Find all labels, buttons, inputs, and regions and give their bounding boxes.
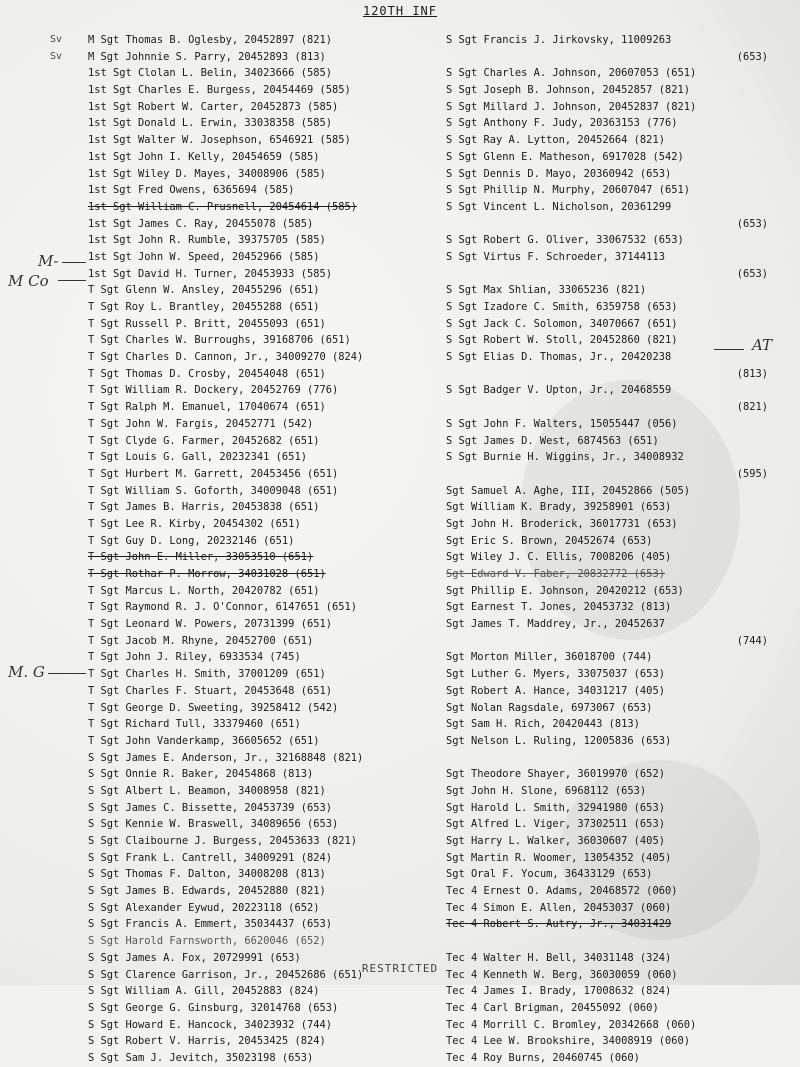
roster-entry: Tec 4 Lee W. Brookshire, 34008919 (060) xyxy=(446,1035,690,1048)
roster-entry: Tec 4 Morrill C. Bromley, 20342668 (060) xyxy=(446,1018,697,1031)
roster-entry: S Sgt James C. Bissette, 20453739 (653) xyxy=(88,801,332,814)
handwritten-note: M. G xyxy=(8,663,45,681)
roster-entry: S Sgt John F. Walters, 15055447 (056) xyxy=(446,417,678,430)
roster-entry: T Sgt Russell P. Britt, 20455093 (651) xyxy=(88,317,326,330)
roster-entry: S Sgt Max Shlian, 33065236 (821) xyxy=(446,284,647,297)
roster-entry: S Sgt Howard E. Hancock, 34023932 (744) xyxy=(88,1018,332,1031)
roster-entry: T Sgt John W. Fargis, 20452771 (542) xyxy=(88,417,314,430)
roster-entry: S Sgt Francis A. Emmert, 35034437 (653) xyxy=(88,918,332,931)
roster-entry: S Sgt Glenn E. Matheson, 6917028 (542) xyxy=(446,150,684,163)
handwritten-note: M- xyxy=(38,252,59,270)
roster-entry: S Sgt Clarence Garrison, Jr., 20452686 (651) xyxy=(88,968,364,981)
roster-entry: Sgt Theodore Shayer, 36019970 (652) xyxy=(446,768,665,781)
roster-entry: Sgt Harold L. Smith, 32941980 (653) xyxy=(446,801,665,814)
roster-entry: S Sgt Robert G. Oliver, 33067532 (653) xyxy=(446,234,684,247)
roster-entry: T Sgt Lee R. Kirby, 20454302 (651) xyxy=(88,517,301,530)
roster-entry: T Sgt Charles W. Burroughs, 39168706 (651) xyxy=(88,334,351,347)
roster-entry: Tec 4 Simon E. Allen, 20453037 (060) xyxy=(446,901,672,914)
roster-entry: 1st Sgt Fred Owens, 6365694 (585) xyxy=(88,184,295,197)
roster-entry: 1st Sgt William C. Prusnell, 20454614 (585) xyxy=(88,200,357,213)
roster-entry: S Sgt Frank L. Cantrell, 34009291 (824) xyxy=(88,851,332,864)
margin-mark: Sv xyxy=(50,51,63,62)
roster-entry: S Sgt Ray A. Lytton, 20452664 (821) xyxy=(446,134,665,147)
note-pointer-line xyxy=(714,349,744,350)
roster-entry: T Sgt Jacob M. Rhyne, 20452700 (651) xyxy=(88,634,314,647)
roster-entry: Sgt Luther G. Myers, 33075037 (653) xyxy=(446,668,665,681)
roster-entry: Sgt Morton Miller, 36018700 (744) xyxy=(446,651,653,664)
roster-entry: T Sgt Marcus L. North, 20420782 (651) xyxy=(88,584,320,597)
roster-entry: T Sgt John Vanderkamp, 36605652 (651) xyxy=(88,734,320,747)
roster-entry: S Sgt Kennie W. Braswell, 34089656 (653) xyxy=(88,818,339,831)
roster-entry: Sgt Samuel A. Aghe, III, 20452866 (505) xyxy=(446,484,690,497)
roster-entry: T Sgt Rothar P. Morrow, 34031028 (651) xyxy=(88,568,326,580)
roster-entry: S Sgt Elias D. Thomas, Jr., 20420238 xyxy=(446,351,672,364)
roster-entry: S Sgt James E. Anderson, Jr., 32168848 (821) xyxy=(88,751,364,764)
roster-entry: S Sgt Claibourne J. Burgess, 20453633 (821) xyxy=(88,835,357,847)
handwritten-note: AT xyxy=(752,336,773,354)
roster-entry: S Sgt Harold Farnsworth, 6620046 (652) xyxy=(88,935,326,948)
roster-entry: Sgt Phillip E. Johnson, 20420212 (653) xyxy=(446,584,684,597)
roster-entry: T Sgt Leonard W. Powers, 20731399 (651) xyxy=(88,618,332,631)
roster-entry: S Sgt George G. Ginsburg, 32014768 (653) xyxy=(88,1001,339,1014)
roster-column-right xyxy=(446,32,776,1067)
roster-entry: S Sgt Robert V. Harris, 20453425 (824) xyxy=(88,1035,326,1048)
roster-entry: Sgt Harry L. Walker, 36030607 (405) xyxy=(446,835,665,847)
note-pointer-line xyxy=(48,673,86,674)
roster-entry-continuation: (744) xyxy=(736,634,768,647)
roster-entry: S Sgt James D. West, 6874563 (651) xyxy=(446,434,659,447)
roster-entry: T Sgt Roy L. Brantley, 20455288 (651) xyxy=(88,301,320,313)
roster-entry: S Sgt Millard J. Johnson, 20452837 (821) xyxy=(446,100,697,113)
roster-entry: M Sgt Thomas B. Oglesby, 20452897 (821) xyxy=(88,34,332,46)
roster-entry: T Sgt Charles H. Smith, 37001209 (651) xyxy=(88,668,326,681)
roster-entry: Tec 4 Walter H. Bell, 34031148 (324) xyxy=(446,951,672,964)
roster-entry: Sgt Eric S. Brown, 20452674 (653) xyxy=(446,534,653,547)
roster-entry-continuation: (653) xyxy=(736,50,768,63)
roster-entry: M Sgt Johnnie S. Parry, 20452893 (813) xyxy=(88,50,326,63)
roster-entry: Tec 4 James I. Brady, 17008632 (824) xyxy=(446,985,672,998)
roster-entry: Sgt James T. Maddrey, Jr., 20452637 xyxy=(446,618,665,631)
roster-entry: 1st Sgt Donald L. Erwin, 33038358 (585) xyxy=(88,117,332,130)
roster-entry: S Sgt James B. Edwards, 20452880 (821) xyxy=(88,885,326,898)
roster-entry: 1st Sgt David H. Turner, 20453933 (585) xyxy=(88,267,332,280)
roster-entry-continuation: (813) xyxy=(736,367,768,380)
roster-entry: 1st Sgt Wiley D. Mayes, 34008906 (585) xyxy=(88,167,326,180)
note-pointer-line xyxy=(62,262,86,263)
roster-entry: 1st Sgt Walter W. Josephson, 6546921 (585) xyxy=(88,134,351,147)
roster-entry: Sgt John H. Slone, 6968112 (653) xyxy=(446,784,647,797)
roster-entry: T Sgt Ralph M. Emanuel, 17040674 (651) xyxy=(88,401,326,414)
roster-entry: Tec 4 Roy Burns, 20460745 (060) xyxy=(446,1051,640,1064)
roster-entry: Sgt Wiley J. C. Ellis, 7008206 (405) xyxy=(446,551,672,564)
roster-entry: T Sgt James B. Harris, 20453838 (651) xyxy=(88,501,320,514)
roster-entry: 1st Sgt Robert W. Carter, 20452873 (585) xyxy=(88,100,339,113)
roster-entry: Sgt Oral F. Yocum, 36433129 (653) xyxy=(446,868,653,881)
roster-entry: Sgt Edward V. Faber, 20832772 (653) xyxy=(446,568,665,580)
roster-entry: S Sgt Vincent L. Nicholson, 20361299 xyxy=(446,200,672,213)
roster-entry: Tec 4 Ernest O. Adams, 20468572 (060) xyxy=(446,885,678,898)
roster-entry: T Sgt Charles D. Cannon, Jr., 34009270 (824) xyxy=(88,351,364,364)
roster-entry: T Sgt William S. Goforth, 34009048 (651) xyxy=(88,484,339,497)
roster-column-left xyxy=(88,32,438,1067)
roster-entry: T Sgt Thomas D. Crosby, 20454048 (651) xyxy=(88,367,326,380)
roster-entry: 1st Sgt James C. Ray, 20455078 (585) xyxy=(88,217,314,230)
roster-entry: T Sgt Richard Tull, 33379460 (651) xyxy=(88,718,301,731)
roster-entry: S Sgt Robert W. Stoll, 20452860 (821) xyxy=(446,334,678,347)
roster-entry-continuation: (653) xyxy=(736,267,768,280)
roster-entry: S Sgt Jack C. Solomon, 34070667 (651) xyxy=(446,317,678,330)
roster-entry xyxy=(446,750,776,767)
roster-entry: S Sgt Virtus F. Schroeder, 37144113 xyxy=(446,250,665,263)
roster-entry: S Sgt Charles A. Johnson, 20607053 (651) xyxy=(446,67,697,80)
roster-entry: T Sgt Glenn W. Ansley, 20455296 (651) xyxy=(88,284,320,297)
roster-entry: T Sgt Louis G. Gall, 20232341 (651) xyxy=(88,451,307,464)
roster-entry-continuation: (821) xyxy=(736,401,768,414)
roster-entry: S Sgt Albert L. Beamon, 34008958 (821) xyxy=(88,784,326,797)
roster-entry: S Sgt Phillip N. Murphy, 20607047 (651) xyxy=(446,184,690,197)
roster-entry: Sgt John H. Broderick, 36017731 (653) xyxy=(446,517,678,530)
roster-entry: S Sgt Alexander Eywud, 20223118 (652) xyxy=(88,901,320,914)
roster-entry: Tec 4 Robert S. Autry, Jr., 34031429 xyxy=(446,918,672,931)
roster-entry: T Sgt Clyde G. Farmer, 20452682 (651) xyxy=(88,434,320,447)
roster-entry: 1st Sgt Charles E. Burgess, 20454469 (585) xyxy=(88,84,351,97)
roster-entry: T Sgt Hurbert M. Garrett, 20453456 (651) xyxy=(88,467,339,480)
roster-entry: S Sgt Anthony F. Judy, 20363153 (776) xyxy=(446,117,678,130)
roster-entry: 1st Sgt John I. Kelly, 20454659 (585) xyxy=(88,150,320,163)
handwritten-note: M Co xyxy=(8,272,49,290)
roster-entry: Tec 4 Carl Brigman, 20455092 (060) xyxy=(446,1001,659,1014)
roster-entry: S Sgt Dennis D. Mayo, 20360942 (653) xyxy=(446,167,672,180)
roster-entry: Sgt Nelson L. Ruling, 12005836 (653) xyxy=(446,734,672,747)
roster-entry: S Sgt Thomas F. Dalton, 34008208 (813) xyxy=(88,868,326,881)
roster-entry: T Sgt John E. Miller, 33053510 (651) xyxy=(88,551,314,564)
roster-entry: Sgt William K. Brady, 39258901 (653) xyxy=(446,501,672,514)
roster-entry: T Sgt Raymond R. J. O'Connor, 6147651 (651) xyxy=(88,601,357,614)
roster-entry xyxy=(446,933,776,950)
roster-entry: Sgt Nolan Ragsdale, 6973067 (653) xyxy=(446,701,653,714)
roster-entry: Sgt Martin R. Woomer, 13054352 (405) xyxy=(446,851,672,864)
roster-entry: S Sgt Burnie H. Wiggins, Jr., 34008932 xyxy=(446,451,684,464)
roster-entry: T Sgt William R. Dockery, 20452769 (776) xyxy=(88,384,339,397)
roster-entry: S Sgt Francis J. Jirkovsky, 11009263 xyxy=(446,34,672,46)
roster-entry: S Sgt Badger V. Upton, Jr., 20468559 xyxy=(446,384,672,397)
roster-entry: 1st Sgt John R. Rumble, 39375705 (585) xyxy=(88,234,326,247)
page-title: 120TH INF xyxy=(362,4,438,18)
roster-entry: T Sgt John J. Riley, 6933534 (745) xyxy=(88,651,301,664)
roster-entry-continuation: (653) xyxy=(736,217,768,230)
roster-entry: S Sgt William A. Gill, 20452883 (824) xyxy=(88,985,320,998)
roster-entry: 1st Sgt Clolan L. Belin, 34023666 (585) xyxy=(88,67,332,80)
roster-entry: S Sgt Sam J. Jevitch, 35023198 (653) xyxy=(88,1051,314,1064)
roster-entry: S Sgt Onnie R. Baker, 20454868 (813) xyxy=(88,768,314,781)
roster-entry: 1st Sgt John W. Speed, 20452966 (585) xyxy=(88,250,320,263)
roster-entry: Tec 4 Kenneth W. Berg, 36030059 (060) xyxy=(446,968,678,981)
roster-entry: T Sgt Guy D. Long, 20232146 (651) xyxy=(88,534,295,547)
roster-entry: S Sgt James A. Fox, 20729991 (653) xyxy=(88,951,301,964)
roster-entry: Sgt Sam H. Rich, 20420443 (813) xyxy=(446,718,640,731)
roster-entry: S Sgt Izadore C. Smith, 6359758 (653) xyxy=(446,301,678,313)
page-footer: RESTRICTED xyxy=(361,962,439,975)
roster-entry: Sgt Robert A. Hance, 34031217 (405) xyxy=(446,684,665,697)
roster-entry: T Sgt George D. Sweeting, 39258412 (542) xyxy=(88,701,339,714)
roster-entry: T Sgt Charles F. Stuart, 20453648 (651) xyxy=(88,684,332,697)
roster-entry: Sgt Alfred L. Viger, 37302511 (653) xyxy=(446,818,665,831)
margin-mark: Sv xyxy=(50,34,63,45)
roster-entry-continuation: (595) xyxy=(736,467,768,480)
roster-entry: S Sgt Joseph B. Johnson, 20452857 (821) xyxy=(446,84,690,97)
roster-entry: Sgt Earnest T. Jones, 20453732 (813) xyxy=(446,601,672,614)
note-pointer-line xyxy=(58,280,86,281)
